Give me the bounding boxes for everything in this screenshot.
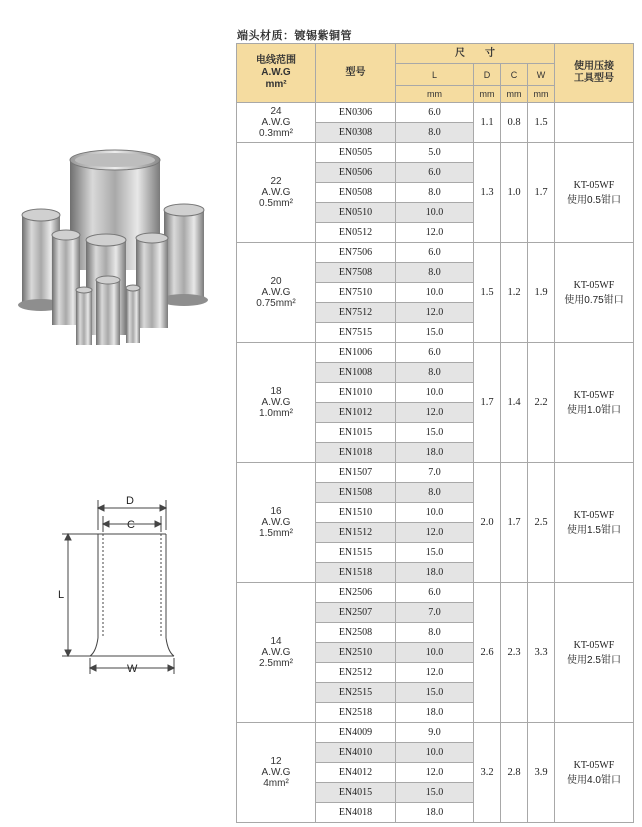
tool-desc: 使用2.5钳口 bbox=[567, 654, 621, 666]
table-row bbox=[237, 243, 634, 263]
model-cell: EN1012 bbox=[316, 403, 396, 423]
wire-range-mm2: 4mm² bbox=[263, 778, 289, 789]
length-cell: 10.0 bbox=[396, 203, 474, 223]
dimension-diagram bbox=[48, 490, 188, 695]
table-row bbox=[237, 343, 634, 363]
wire-range-awg: 16 bbox=[270, 506, 282, 517]
header-d: D bbox=[474, 64, 501, 86]
header-tool: 使用压接 工具型号 bbox=[555, 44, 634, 103]
length-cell: 15.0 bbox=[396, 543, 474, 563]
dim-w-cell: 1.9 bbox=[528, 243, 555, 343]
wire-range-awg-label: A.W.G bbox=[261, 647, 291, 658]
dim-d-cell: 1.7 bbox=[474, 343, 501, 463]
header-c: C bbox=[501, 64, 528, 86]
wire-range-mm2: 1.5mm² bbox=[259, 528, 293, 539]
wire-range-awg: 12 bbox=[270, 756, 282, 767]
table-row bbox=[237, 723, 634, 743]
length-cell: 7.0 bbox=[396, 463, 474, 483]
dim-w-cell: 1.5 bbox=[528, 103, 555, 143]
label-w: W bbox=[127, 663, 138, 675]
model-cell: EN0306 bbox=[316, 103, 396, 123]
length-cell: 8.0 bbox=[396, 483, 474, 503]
product-photo bbox=[8, 140, 213, 360]
model-cell: EN1510 bbox=[316, 503, 396, 523]
length-cell: 10.0 bbox=[396, 503, 474, 523]
dim-c-cell: 1.7 bbox=[501, 463, 528, 583]
wire-range-awg: 24 bbox=[270, 106, 282, 117]
length-cell: 18.0 bbox=[396, 563, 474, 583]
length-cell: 18.0 bbox=[396, 803, 474, 823]
wire-range-awg-label: A.W.G bbox=[261, 397, 291, 408]
length-cell: 15.0 bbox=[396, 323, 474, 343]
model-cell: EN2518 bbox=[316, 703, 396, 723]
model-cell: EN1512 bbox=[316, 523, 396, 543]
length-cell: 12.0 bbox=[396, 523, 474, 543]
unit-c: mm bbox=[501, 86, 528, 103]
model-cell: EN1008 bbox=[316, 363, 396, 383]
dim-c-cell: 1.2 bbox=[501, 243, 528, 343]
header-model: 型号 bbox=[316, 44, 396, 103]
model-cell: EN7508 bbox=[316, 263, 396, 283]
model-cell: EN4012 bbox=[316, 763, 396, 783]
length-cell: 15.0 bbox=[396, 423, 474, 443]
table-row bbox=[237, 463, 634, 483]
dim-c-cell: 0.8 bbox=[501, 103, 528, 143]
model-cell: EN2512 bbox=[316, 663, 396, 683]
tool-cell bbox=[555, 343, 634, 463]
wire-range-cell bbox=[237, 723, 316, 823]
tool-desc: 使用0.75钳口 bbox=[564, 294, 624, 306]
length-cell: 18.0 bbox=[396, 703, 474, 723]
unit-d: mm bbox=[474, 86, 501, 103]
length-cell: 5.0 bbox=[396, 143, 474, 163]
dim-w-cell: 2.2 bbox=[528, 343, 555, 463]
tool-cell bbox=[555, 243, 634, 343]
model-cell: EN1006 bbox=[316, 343, 396, 363]
header-w: W bbox=[528, 64, 555, 86]
table-row bbox=[237, 143, 634, 163]
model-cell: EN0512 bbox=[316, 223, 396, 243]
model-cell: EN7512 bbox=[316, 303, 396, 323]
length-cell: 8.0 bbox=[396, 623, 474, 643]
length-cell: 6.0 bbox=[396, 103, 474, 123]
wire-range-mm2: 0.5mm² bbox=[259, 198, 293, 209]
tool-code: KT-05WF bbox=[573, 639, 615, 651]
spec-body bbox=[237, 103, 634, 823]
dim-w-cell: 2.5 bbox=[528, 463, 555, 583]
dim-w-cell: 1.7 bbox=[528, 143, 555, 243]
wire-range-awg: 22 bbox=[270, 176, 282, 187]
model-cell: EN2507 bbox=[316, 603, 396, 623]
wire-range-awg: 18 bbox=[270, 386, 282, 397]
label-l: L bbox=[58, 589, 65, 601]
tool-cell bbox=[555, 723, 634, 823]
dim-d-cell: 1.1 bbox=[474, 103, 501, 143]
tool-code: KT-05WF bbox=[573, 279, 615, 291]
model-cell: EN2508 bbox=[316, 623, 396, 643]
model-cell: EN1018 bbox=[316, 443, 396, 463]
model-cell: EN1010 bbox=[316, 383, 396, 403]
length-cell: 8.0 bbox=[396, 123, 474, 143]
model-cell: EN1515 bbox=[316, 543, 396, 563]
tool-desc: 使用1.5钳口 bbox=[567, 524, 621, 536]
dim-w-cell: 3.3 bbox=[528, 583, 555, 723]
tool-code: KT-05WF bbox=[573, 759, 615, 771]
length-cell: 6.0 bbox=[396, 163, 474, 183]
dim-d-cell: 3.2 bbox=[474, 723, 501, 823]
length-cell: 7.0 bbox=[396, 603, 474, 623]
header-wire-range: 电线范围 A.W.G mm² bbox=[237, 44, 316, 103]
wire-range-awg-label: A.W.G bbox=[261, 187, 291, 198]
length-cell: 8.0 bbox=[396, 183, 474, 203]
model-cell: EN4015 bbox=[316, 783, 396, 803]
length-cell: 8.0 bbox=[396, 263, 474, 283]
length-cell: 8.0 bbox=[396, 363, 474, 383]
wire-range-cell bbox=[237, 243, 316, 343]
wire-range-awg-label: A.W.G bbox=[261, 767, 291, 778]
model-cell: EN2510 bbox=[316, 643, 396, 663]
tool-cell bbox=[555, 583, 634, 723]
length-cell: 10.0 bbox=[396, 383, 474, 403]
model-cell: EN4018 bbox=[316, 803, 396, 823]
model-cell: EN4009 bbox=[316, 723, 396, 743]
length-cell: 6.0 bbox=[396, 243, 474, 263]
tool-code: KT-05WF bbox=[573, 509, 615, 521]
model-cell: EN0506 bbox=[316, 163, 396, 183]
length-cell: 10.0 bbox=[396, 643, 474, 663]
unit-w: mm bbox=[528, 86, 555, 103]
tool-code: KT-05WF bbox=[573, 179, 615, 191]
length-cell: 12.0 bbox=[396, 763, 474, 783]
model-cell: EN4010 bbox=[316, 743, 396, 763]
table-row bbox=[237, 103, 634, 123]
wire-range-cell bbox=[237, 463, 316, 583]
spec-table bbox=[236, 43, 634, 823]
wire-range-mm2: 2.5mm² bbox=[259, 658, 293, 669]
tool-cell bbox=[555, 143, 634, 243]
header-l: L bbox=[396, 64, 474, 86]
dim-c-cell: 1.0 bbox=[501, 143, 528, 243]
length-cell: 12.0 bbox=[396, 663, 474, 683]
wire-range-mm2: 1.0mm² bbox=[259, 408, 293, 419]
model-cell: EN0508 bbox=[316, 183, 396, 203]
model-cell: EN7510 bbox=[316, 283, 396, 303]
dim-d-cell: 2.0 bbox=[474, 463, 501, 583]
model-cell: EN7506 bbox=[316, 243, 396, 263]
wire-range-mm2: 0.75mm² bbox=[256, 298, 296, 309]
wire-range-cell bbox=[237, 583, 316, 723]
model-cell: EN0510 bbox=[316, 203, 396, 223]
dim-d-cell: 1.3 bbox=[474, 143, 501, 243]
label-d: D bbox=[126, 495, 134, 507]
length-cell: 9.0 bbox=[396, 723, 474, 743]
dim-d-cell: 1.5 bbox=[474, 243, 501, 343]
dim-d-cell: 2.6 bbox=[474, 583, 501, 723]
tool-desc: 使用0.5钳口 bbox=[567, 194, 621, 206]
model-cell: EN1015 bbox=[316, 423, 396, 443]
model-cell: EN7515 bbox=[316, 323, 396, 343]
tool-desc: 使用1.0钳口 bbox=[567, 404, 621, 416]
material-title: 端头材质：镀锡紫铜管 bbox=[237, 30, 352, 42]
wire-range-awg: 14 bbox=[270, 636, 282, 647]
length-cell: 6.0 bbox=[396, 343, 474, 363]
wire-range-awg-label: A.W.G bbox=[261, 287, 291, 298]
tool-desc: 使用4.0钳口 bbox=[567, 774, 621, 786]
dim-c-cell: 2.8 bbox=[501, 723, 528, 823]
tool-cell bbox=[555, 463, 634, 583]
length-cell: 12.0 bbox=[396, 403, 474, 423]
wire-range-mm2: 0.3mm² bbox=[259, 128, 293, 139]
length-cell: 15.0 bbox=[396, 783, 474, 803]
model-cell: EN1518 bbox=[316, 563, 396, 583]
wire-range-cell bbox=[237, 343, 316, 463]
length-cell: 12.0 bbox=[396, 303, 474, 323]
model-cell: EN0308 bbox=[316, 123, 396, 143]
wire-range-awg-label: A.W.G bbox=[261, 117, 291, 128]
tool-cell bbox=[555, 103, 634, 143]
length-cell: 18.0 bbox=[396, 443, 474, 463]
table-row bbox=[237, 583, 634, 603]
header-dimensions: 尺 寸 bbox=[396, 44, 555, 64]
length-cell: 10.0 bbox=[396, 283, 474, 303]
model-cell: EN2506 bbox=[316, 583, 396, 603]
model-cell: EN1508 bbox=[316, 483, 396, 503]
length-cell: 15.0 bbox=[396, 683, 474, 703]
dim-c-cell: 2.3 bbox=[501, 583, 528, 723]
length-cell: 10.0 bbox=[396, 743, 474, 763]
tool-code: KT-05WF bbox=[573, 389, 615, 401]
wire-range-cell bbox=[237, 143, 316, 243]
wire-range-cell bbox=[237, 103, 316, 143]
dim-c-cell: 1.4 bbox=[501, 343, 528, 463]
model-cell: EN1507 bbox=[316, 463, 396, 483]
wire-range-awg-label: A.W.G bbox=[261, 517, 291, 528]
length-cell: 12.0 bbox=[396, 223, 474, 243]
unit-l: mm bbox=[396, 86, 474, 103]
dim-w-cell: 3.9 bbox=[528, 723, 555, 823]
model-cell: EN0505 bbox=[316, 143, 396, 163]
wire-range-awg: 20 bbox=[270, 276, 282, 287]
length-cell: 6.0 bbox=[396, 583, 474, 603]
label-c: C bbox=[127, 519, 135, 531]
model-cell: EN2515 bbox=[316, 683, 396, 703]
